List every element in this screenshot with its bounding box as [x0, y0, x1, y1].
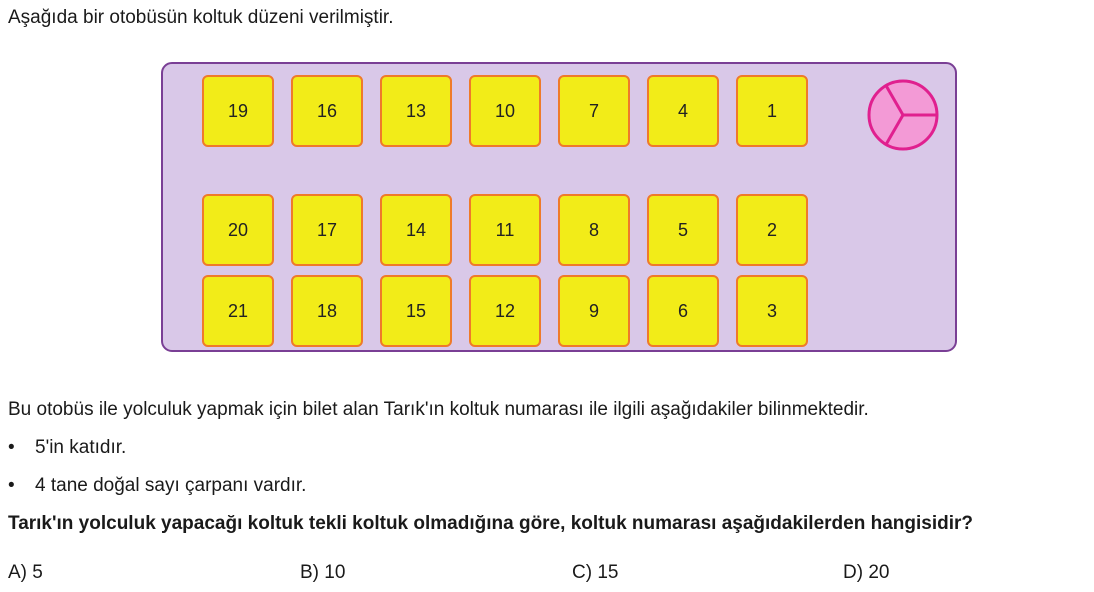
option-b[interactable]: B) 10	[300, 562, 346, 583]
bullet-item: 5'in katıdır.	[35, 437, 127, 458]
bullet-item: 4 tane doğal sayı çarpanı vardır.	[35, 475, 307, 496]
seat: 17	[291, 194, 363, 266]
seat: 19	[202, 75, 274, 147]
bullet-icon: •	[8, 437, 15, 458]
bus-seating-plan	[161, 62, 957, 352]
option-c[interactable]: C) 15	[572, 562, 619, 583]
seat: 7	[558, 75, 630, 147]
steering-wheel-icon	[866, 78, 940, 152]
seat: 2	[736, 194, 808, 266]
seat: 16	[291, 75, 363, 147]
seat: 18	[291, 275, 363, 347]
seat: 12	[469, 275, 541, 347]
option-d[interactable]: D) 20	[843, 562, 890, 583]
seat: 5	[647, 194, 719, 266]
seat: 20	[202, 194, 274, 266]
question-text: Tarık'ın yolculuk yapacağı koltuk tekli koltuk olmadığına göre, koltuk numarası aşağıdakilerden hangisidir?	[8, 513, 973, 534]
seat: 21	[202, 275, 274, 347]
seat: 15	[380, 275, 452, 347]
seat: 13	[380, 75, 452, 147]
seat: 10	[469, 75, 541, 147]
seat: 9	[558, 275, 630, 347]
seat: 4	[647, 75, 719, 147]
seat: 14	[380, 194, 452, 266]
seat: 8	[558, 194, 630, 266]
seat: 1	[736, 75, 808, 147]
seat: 11	[469, 194, 541, 266]
bullet-icon: •	[8, 475, 15, 496]
seat: 3	[736, 275, 808, 347]
info-text: Bu otobüs ile yolculuk yapmak için bilet alan Tarık'ın koltuk numarası ile ilgili aşağıdakiler bilinmektedir.	[8, 399, 869, 420]
seat: 6	[647, 275, 719, 347]
intro-text: Aşağıda bir otobüsün koltuk düzeni verilmiştir.	[8, 7, 394, 28]
option-a[interactable]: A) 5	[8, 562, 43, 583]
